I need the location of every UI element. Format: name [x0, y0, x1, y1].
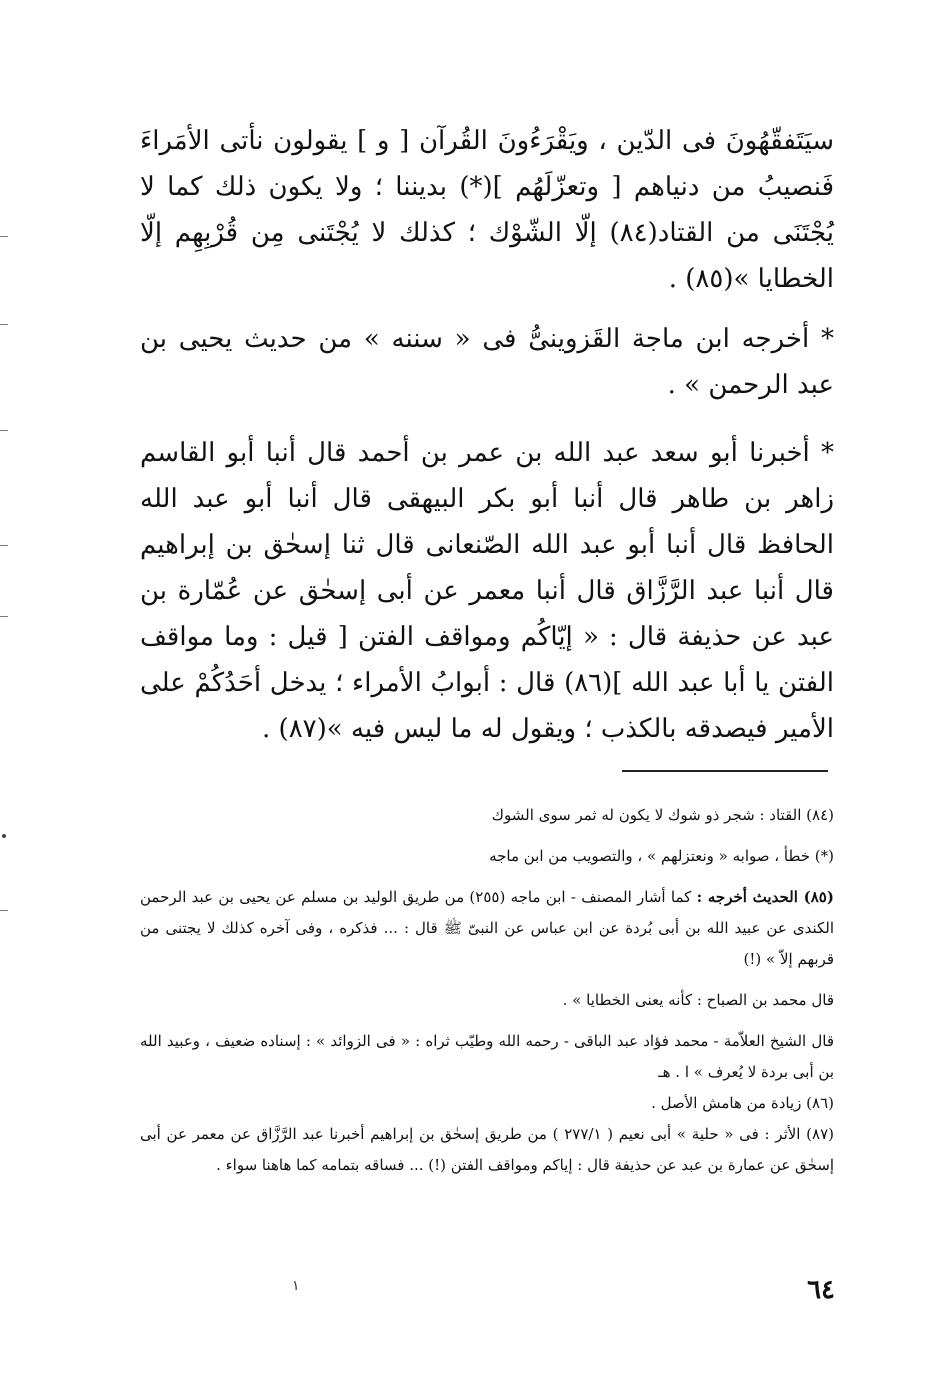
paragraph-hudhayfa-narration: * أخبرنا أبو سعد عبد الله بن عمر بن أحمد قال أنبا أبو القاسم زاهر بن طاهر قال أنبا أبو بكر البيهقى قال أنبا أبو عبد الله الحافظ قال أنبا أبو عبد الله الصّنعانى قال ثنا إسحٰق بن إبراهيم قال أنبا عبد الرَّزَّاق قال أنبا معمر عن أبى إسحٰق عن عُمّارة بن عبد عن حذيفة قال : « إيّاكُم ومواقف الفتن [ قيل : وما مواقف الفتن يا أبا عبد الله ](٨٦) قال : أبوابُ الأمراء ؛ يدخل أحَدُكُمْ على الأمير فيصدقه بالكذب ؛ ويقول له ما ليس فيه »(٨٧) . [140, 438, 834, 744]
footnote-85 [140, 882, 834, 975]
footnote-85-quote: قال محمد بن الصباح : كأنه يعنى الخطايا » . [562, 991, 834, 1009]
footnote-86: (٨٦) زيادة من هامش الأصل . [651, 1094, 834, 1112]
paragraph-hadith-continuation: سيَتَفقّهُونَ فى الدّين ، ويَقْرَءُونَ القُرآن [ و ] يقولون نأتى الأمَراءَ فَنصيبُ من دنياهم [ وتعزّلَهُم ](*) بديننا ؛ ولا يكون ذلك كما لا يُجْتَنَى من القتاد(٨٤) إلّا الشّوْك ؛ كذلك لا يُجْتَنى مِن قُرْبِهِم إلّا الخطايا »(٨٥) . [140, 126, 835, 294]
scan-edge-mark [0, 430, 8, 431]
footnote-85-sheikh: قال الشيخ العلاّمة - محمد فؤاد عبد الباقى - رحمه الله وطيّب ثراه : « فى الزوائد » : إسناده ضعيف ، وعبيد الله بن أبى بردة لا يُعرف » ا . هـ [140, 1032, 834, 1081]
scan-edge-mark [0, 616, 8, 617]
footnote-85-label: (٨٥) الحديث أخرجه : [696, 888, 834, 906]
stray-mark: ١ [292, 1278, 300, 1294]
paragraph-ibn-majah-note: * أخرجه ابن ماجة القَزوينىُّ فى « سننه » من حديث يحيى بن عبد الرحمن » . [140, 324, 834, 400]
scan-edge-mark [0, 324, 8, 325]
footnote-84: (٨٤) القتاد : شجر ذو شوك لا يكون له ثمر سوى الشوك [491, 806, 834, 824]
scan-edge-dot [2, 834, 6, 838]
footnotes-section [140, 800, 834, 1181]
footnote-87: (٨٧) الأثر : فى « حلية » أبى نعيم ( ٢٧٧/١ ) من طريق إسحٰق بن إبراهيم أخبرنا عبد الرَّزَّاق عن معمر عن أبى إسحٰق عن عمارة بن عبد عن حذيفة قال : إياكم ومواقف الفتن (!) ... فساقه بتمامه كما هاهنا سواء . [140, 1125, 834, 1174]
footnote-separator [622, 770, 828, 772]
page-number: ٦٤ [807, 1275, 835, 1305]
scan-edge-mark [0, 236, 8, 237]
scan-edge-mark [0, 910, 8, 911]
scan-edge-mark [0, 545, 8, 546]
footnote-85-text: كما أشار المصنف - ابن ماجه (٢٥٥) من طريق الوليد بن مسلم عن يحيى بن عبد الرحمن الكندى عن عبيد الله بن أبى بُردة عن ابن عباس عن النبىّ ﷺ قال : ... فذكره ، وفى آخره كذلك لا يجتنى من قربهم إلاّ » (!) [140, 888, 834, 968]
footnote-star: (*) خطأ ، صوابه « ونعتزلهم » ، والتصويب من ابن ماجه [489, 847, 834, 865]
main-text-body [140, 118, 834, 766]
